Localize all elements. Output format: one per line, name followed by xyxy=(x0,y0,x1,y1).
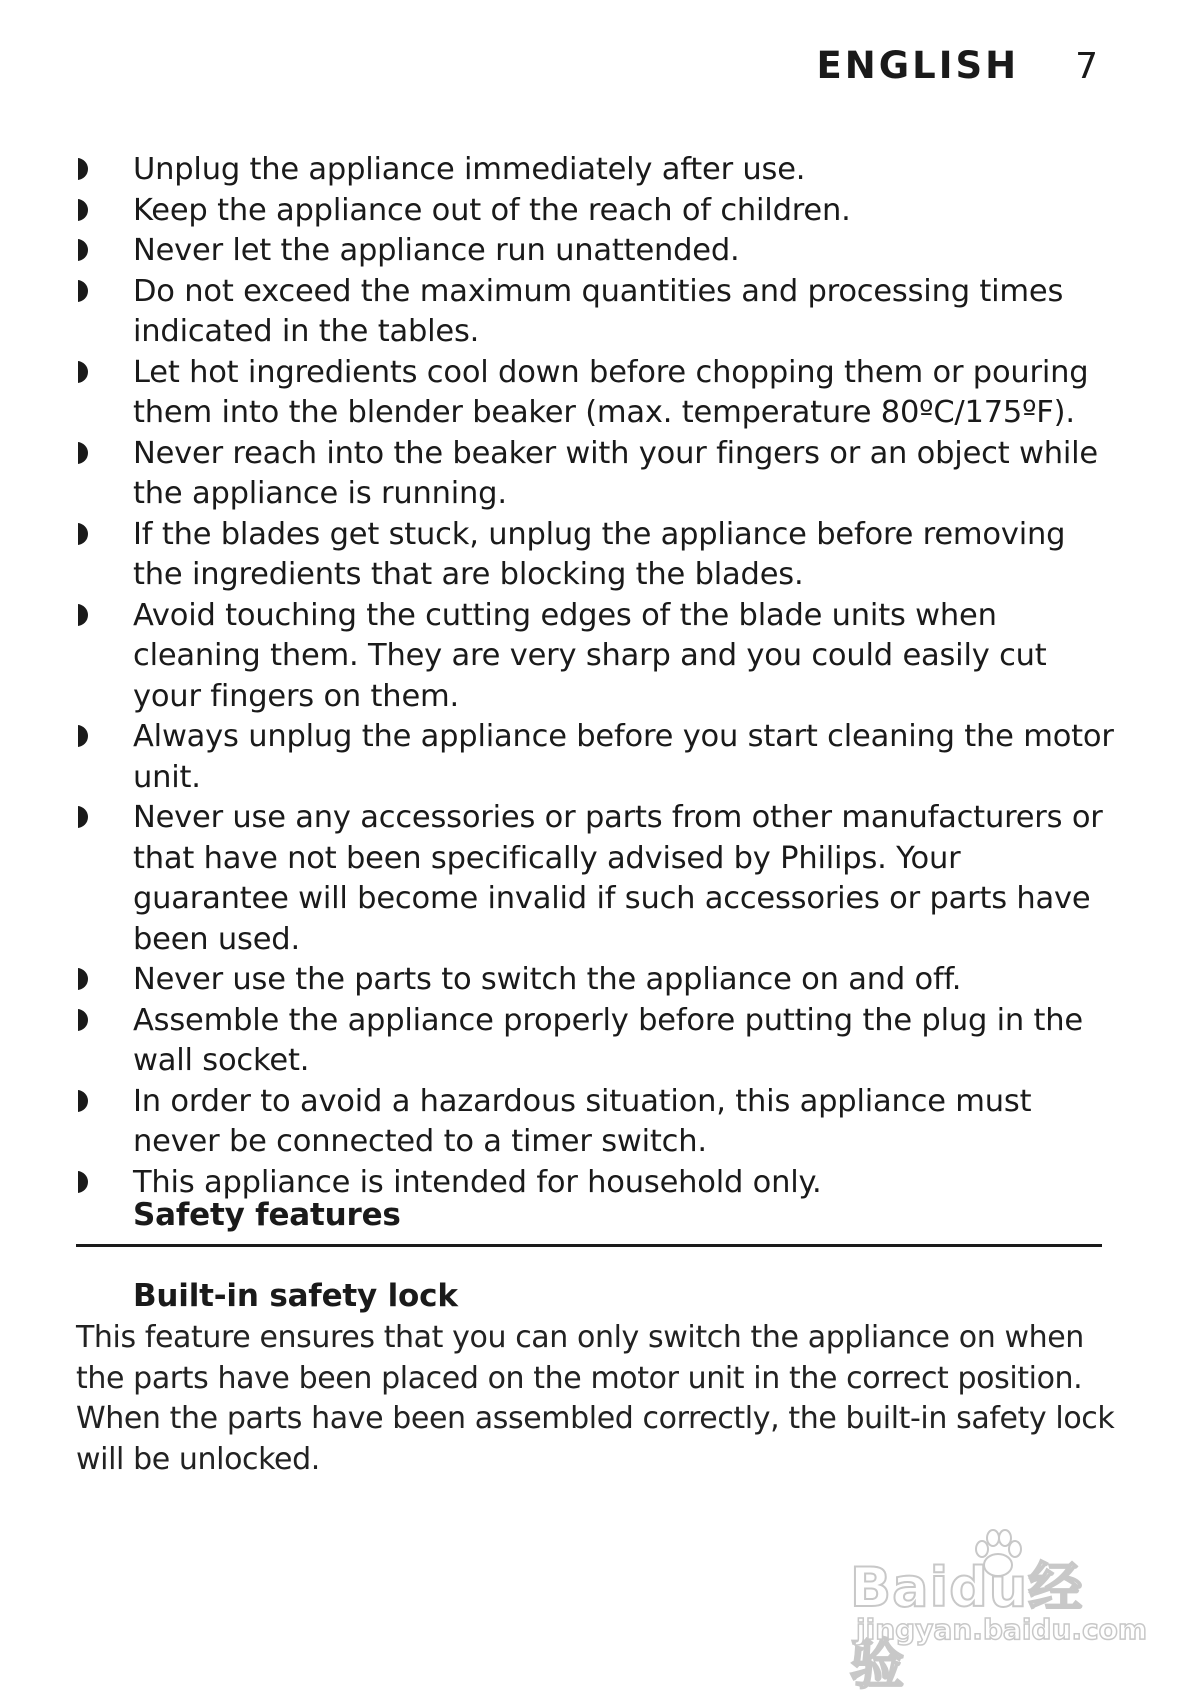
list-item-text: Keep the appliance out of the reach of children. xyxy=(133,192,851,228)
bullet-icon xyxy=(78,604,88,626)
list-item-text: Never reach into the beaker with your fingers or an object while the appliance is running. xyxy=(133,435,1098,511)
list-item xyxy=(78,434,1118,515)
bullet-icon xyxy=(78,158,88,180)
list-item xyxy=(78,717,1118,798)
bullet-icon xyxy=(78,1171,88,1193)
bullet-icon xyxy=(78,199,88,221)
page-number: 7 xyxy=(1075,46,1098,87)
safety-lock-paragraph: This feature ensures that you can only switch the appliance on when the parts have been placed on the motor unit in the correct position. When the parts have been assembled correctly, the built-in safety lock will be unlocked. xyxy=(76,1320,1115,1477)
subheading-built-in-safety-lock: Built-in safety lock xyxy=(133,1278,458,1314)
language-label: ENGLISH xyxy=(816,44,1020,87)
bullet-icon xyxy=(78,239,88,261)
list-item-text: This appliance is intended for household only. xyxy=(133,1164,822,1200)
list-item-text: Avoid touching the cutting edges of the blade units when cleaning them. They are very sharp and you could easily cut your fingers on them. xyxy=(133,597,1047,714)
list-item-text: Unplug the appliance immediately after use. xyxy=(133,152,806,187)
list-item-text: Never let the appliance run unattended. xyxy=(133,233,740,268)
watermark-url: jingyan.baidu.com xyxy=(856,1613,1148,1646)
list-item xyxy=(78,1001,1118,1082)
list-item xyxy=(78,191,1118,232)
watermark-logo: Baidu经验 xyxy=(850,1556,1084,1696)
list-item-text: Assemble the appliance properly before putting the plug in the wall socket. xyxy=(133,1002,1083,1078)
bullet-icon xyxy=(78,1090,88,1112)
list-item xyxy=(78,150,1118,191)
list-item-text: Never use the parts to switch the appliance on and off. xyxy=(133,962,962,997)
list-item-text: Do not exceed the maximum quantities and processing times indicated in the tables. xyxy=(133,273,1064,349)
page-header xyxy=(817,44,1098,87)
bullet-icon xyxy=(78,725,88,747)
baidu-watermark xyxy=(850,1525,1148,1696)
list-item xyxy=(78,353,1118,434)
list-item-text: If the blades get stuck, unplug the appliance before removing the ingredients that are blocking the blades. xyxy=(133,516,1066,592)
list-item xyxy=(78,231,1118,272)
bullet-icon xyxy=(78,361,88,383)
bullet-icon xyxy=(78,968,88,990)
bullet-icon xyxy=(78,523,88,545)
bullet-icon xyxy=(78,806,88,828)
list-item xyxy=(78,1082,1118,1163)
bullet-icon xyxy=(78,442,88,464)
list-item xyxy=(78,798,1118,960)
bullet-icon xyxy=(78,280,88,302)
list-item xyxy=(78,515,1118,596)
list-item-text: In order to avoid a hazardous situation, this appliance must never be connected to a timer switch. xyxy=(133,1083,1032,1159)
section-divider xyxy=(76,1244,1102,1247)
list-item-text: Never use any accessories or parts from other manufacturers or that have not been specifically advised by Philips. Your guarantee will become invalid if such accessories or parts have been used. xyxy=(133,800,1103,957)
bullet-icon xyxy=(78,1009,88,1031)
list-item xyxy=(78,272,1118,353)
list-item xyxy=(78,960,1118,1001)
section-heading-safety-features: Safety features xyxy=(133,1197,401,1233)
safety-bullet-list xyxy=(78,150,1118,1203)
list-item-text: Let hot ingredients cool down before chopping them or pouring them into the blender beaker (max. temperature 80ºC/175ºF). xyxy=(133,354,1089,430)
list-item xyxy=(78,596,1118,718)
list-item-text: Always unplug the appliance before you start cleaning the motor unit. xyxy=(133,719,1114,795)
